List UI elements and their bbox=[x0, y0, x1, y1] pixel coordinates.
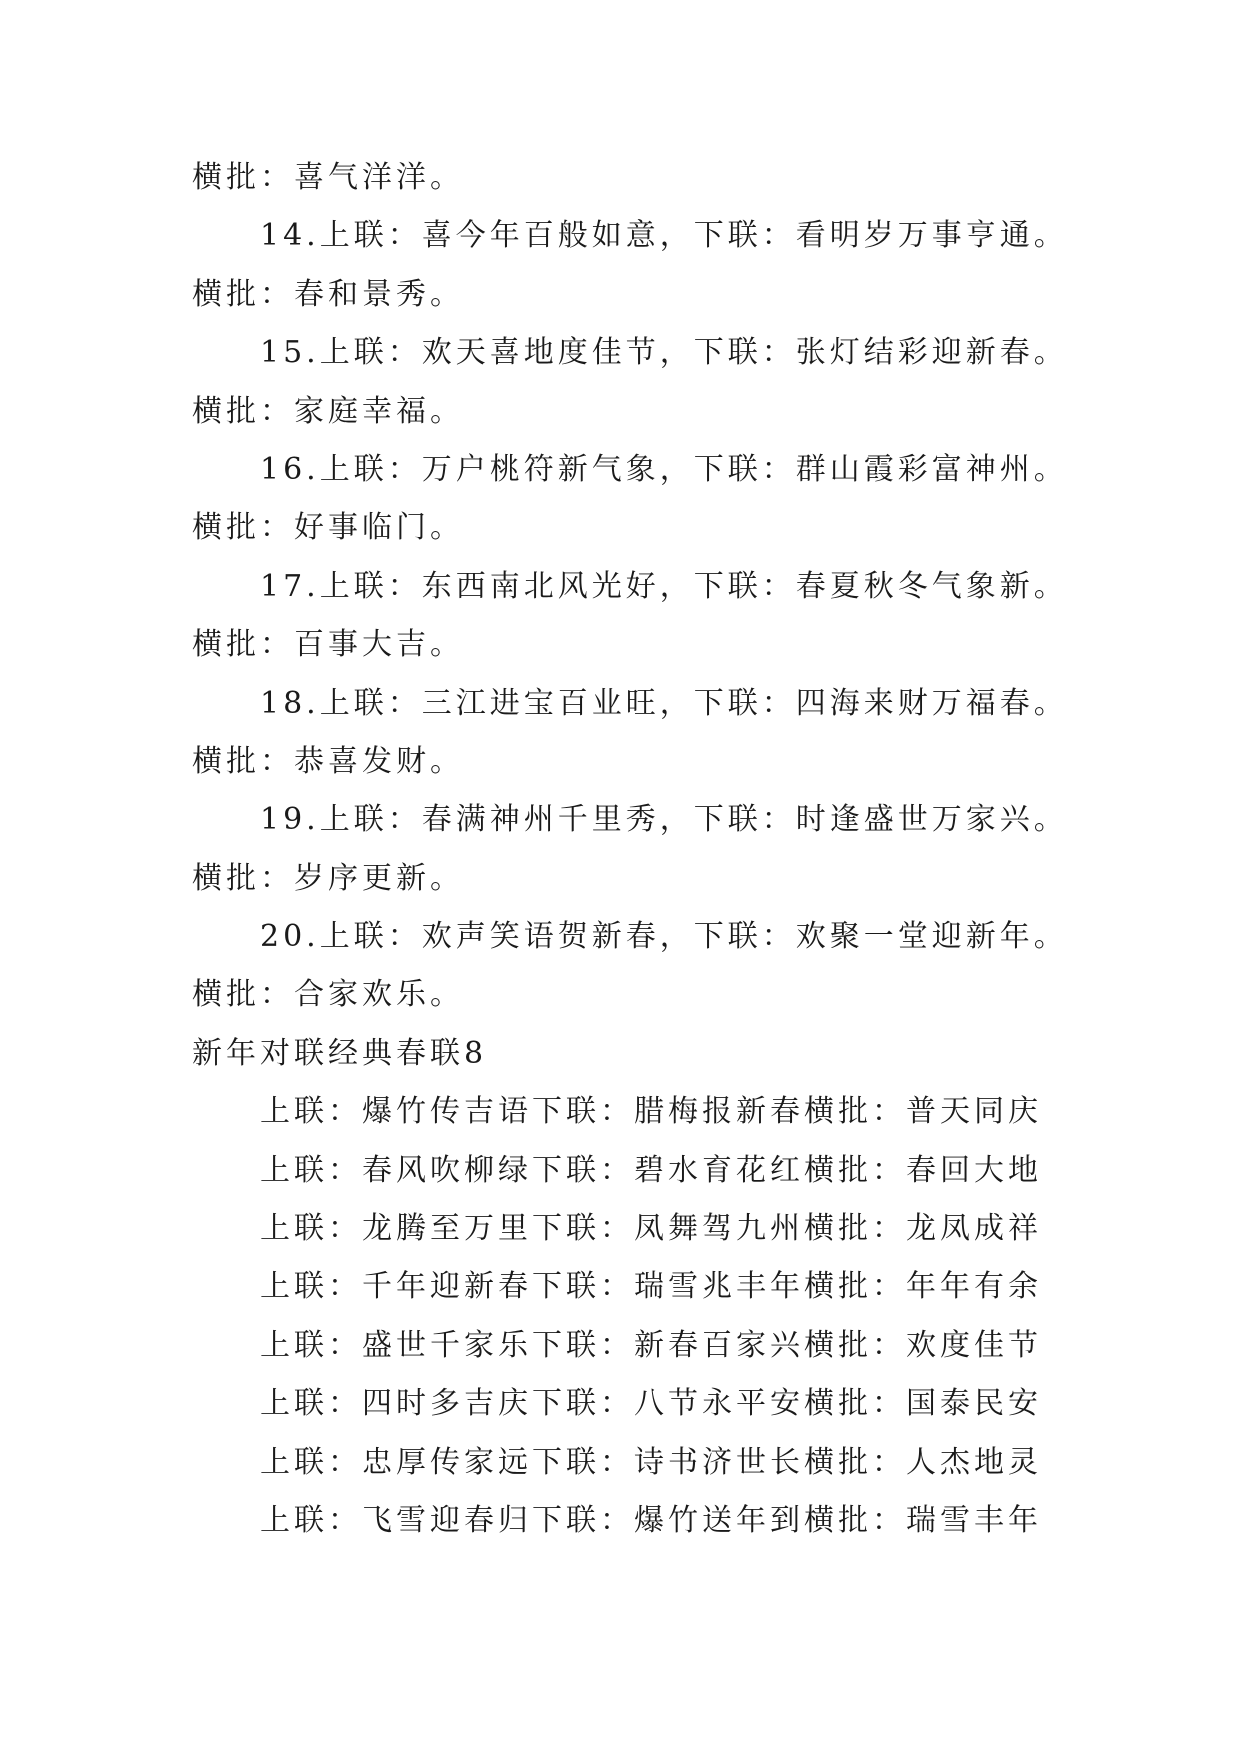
couplet-line: 上联：春风吹柳绿下联：碧水育花红横批：春回大地 bbox=[260, 1152, 1042, 1188]
couplet-line: 上联：盛世千家乐下联：新春百家兴横批：欢度佳节 bbox=[260, 1327, 1042, 1363]
text-line: 横批：岁序更新。 bbox=[192, 860, 464, 896]
couplet-line: 上联：飞雪迎春归下联：爆竹送年到横批：瑞雪丰年 bbox=[260, 1502, 1042, 1538]
couplet-line: 18.上联：三江进宝百业旺，下联：四海来财万福春。 bbox=[260, 685, 1068, 721]
couplet-line: 17.上联：东西南北风光好，下联：春夏秋冬气象新。 bbox=[260, 568, 1068, 604]
couplet-line: 上联：四时多吉庆下联：八节永平安横批：国泰民安 bbox=[260, 1386, 1042, 1422]
text-line: 横批：合家欢乐。 bbox=[192, 977, 464, 1013]
couplet-line: 20.上联：欢声笑语贺新春，下联：欢聚一堂迎新年。 bbox=[260, 919, 1068, 955]
couplet-line: 19.上联：春满神州千里秀，下联：时逢盛世万家兴。 bbox=[260, 802, 1068, 838]
couplet-line: 14.上联：喜今年百般如意，下联：看明岁万事亨通。 bbox=[260, 218, 1068, 254]
couplet-line: 上联：千年迎新春下联：瑞雪兆丰年横批：年年有余 bbox=[260, 1269, 1042, 1305]
text-line: 横批：喜气洋洋。 bbox=[192, 160, 464, 195]
couplet-line: 上联：忠厚传家远下联：诗书济世长横批：人杰地灵 bbox=[260, 1444, 1042, 1480]
text-line: 横批：好事临门。 bbox=[192, 510, 464, 546]
document-body bbox=[192, 158, 1072, 1559]
text-line: 新年对联经典春联8 bbox=[192, 1035, 488, 1071]
couplet-line: 15.上联：欢天喜地度佳节，下联：张灯结彩迎新春。 bbox=[260, 335, 1068, 371]
text-line: 横批：百事大吉。 bbox=[192, 627, 464, 663]
text-line: 横批：春和景秀。 bbox=[192, 276, 464, 312]
couplet-line: 上联：爆竹传吉语下联：腊梅报新春横批：普天同庆 bbox=[260, 1094, 1042, 1130]
couplet-line: 上联：龙腾至万里下联：凤舞驾九州横批：龙凤成祥 bbox=[260, 1211, 1042, 1247]
text-line: 横批：家庭幸福。 bbox=[192, 393, 464, 429]
couplet-line: 16.上联：万户桃符新气象，下联：群山霞彩富神州。 bbox=[260, 451, 1068, 487]
text-line: 横批：恭喜发财。 bbox=[192, 743, 464, 779]
